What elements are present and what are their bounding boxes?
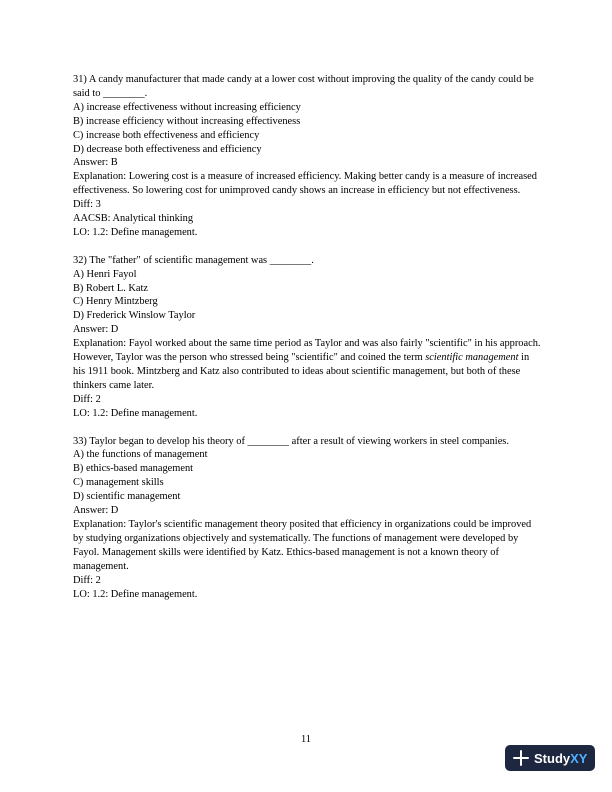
explanation bbox=[73, 337, 543, 393]
answer: Answer: D bbox=[73, 505, 119, 517]
page-number: 11 bbox=[300, 734, 311, 745]
explanation-emphasis: scientific management bbox=[425, 352, 519, 364]
question-33 bbox=[73, 435, 543, 602]
studyxy-badge[interactable] bbox=[505, 745, 595, 771]
plus-sparkle-icon bbox=[513, 750, 529, 766]
difficulty: Diff: 2 bbox=[73, 574, 101, 586]
option-c: C) Henry Mintzberg bbox=[73, 296, 158, 308]
explanation-part: Explanation: Fayol worked about the same time period as Taylor and was also fairly "scientific" in his approach. However, Taylor was the person who stressed being "scientific" and coined the term bbox=[73, 338, 541, 364]
question-32 bbox=[73, 254, 543, 421]
explanation: Explanation: Taylor's scientific management theory posited that efficiency in organizations could be improved by studying organizations objectively and systematically. The functions of management were developed by Fayol. Management skills were identified by Katz. Ethics-based management is not a known theory of management. bbox=[73, 518, 532, 572]
option-a: A) Henri Fayol bbox=[73, 268, 137, 280]
badge-text-main: Study bbox=[534, 750, 571, 766]
option-b: B) Robert L. Katz bbox=[73, 282, 149, 294]
option-a: A) increase effectiveness without increasing efficiency bbox=[73, 101, 301, 113]
difficulty: Diff: 3 bbox=[73, 199, 101, 211]
option-d: D) scientific management bbox=[73, 491, 181, 503]
question-31 bbox=[73, 73, 543, 240]
question-stem: 31) A candy manufacturer that made candy at a lower cost without improving the quality of the candy could be said to ________. bbox=[73, 74, 534, 99]
explanation: Explanation: Lowering cost is a measure of increased efficiency. Making better candy is a measure of increased effectiveness. So lowering cost for unimproved candy shows an increase in efficiency but not effectiveness. bbox=[73, 171, 537, 197]
learning-objective: LO: 1.2: Define management. bbox=[73, 226, 198, 238]
difficulty: Diff: 2 bbox=[73, 393, 101, 405]
option-c: C) management skills bbox=[73, 477, 164, 489]
question-stem: 33) Taylor began to develop his theory of ________ after a result of viewing workers in steel companies. bbox=[73, 435, 509, 447]
learning-objective: LO: 1.2: Define management. bbox=[73, 407, 198, 419]
badge-text-accent: XY bbox=[570, 750, 588, 766]
option-c: C) increase both effectiveness and efficiency bbox=[73, 129, 260, 141]
learning-objective: LO: 1.2: Define management. bbox=[73, 588, 198, 600]
option-d: D) Frederick Winslow Taylor bbox=[73, 310, 196, 322]
explanation-part: in his 1911 book. Mintzberg and Katz also contributed to ideas about scientific management, but both of these thinkers came later. bbox=[73, 352, 530, 391]
aacsb: AACSB: Analytical thinking bbox=[73, 213, 194, 225]
option-a: A) the functions of management bbox=[73, 449, 208, 461]
question-stem: 32) The "father" of scientific management was ________. bbox=[73, 254, 314, 266]
option-b: B) increase efficiency without increasing effectiveness bbox=[73, 115, 301, 127]
document-body bbox=[73, 73, 543, 615]
option-b: B) ethics-based management bbox=[73, 463, 194, 475]
answer: Answer: B bbox=[73, 157, 118, 169]
option-d: D) decrease both effectiveness and efficiency bbox=[73, 143, 262, 155]
answer: Answer: D bbox=[73, 324, 119, 336]
